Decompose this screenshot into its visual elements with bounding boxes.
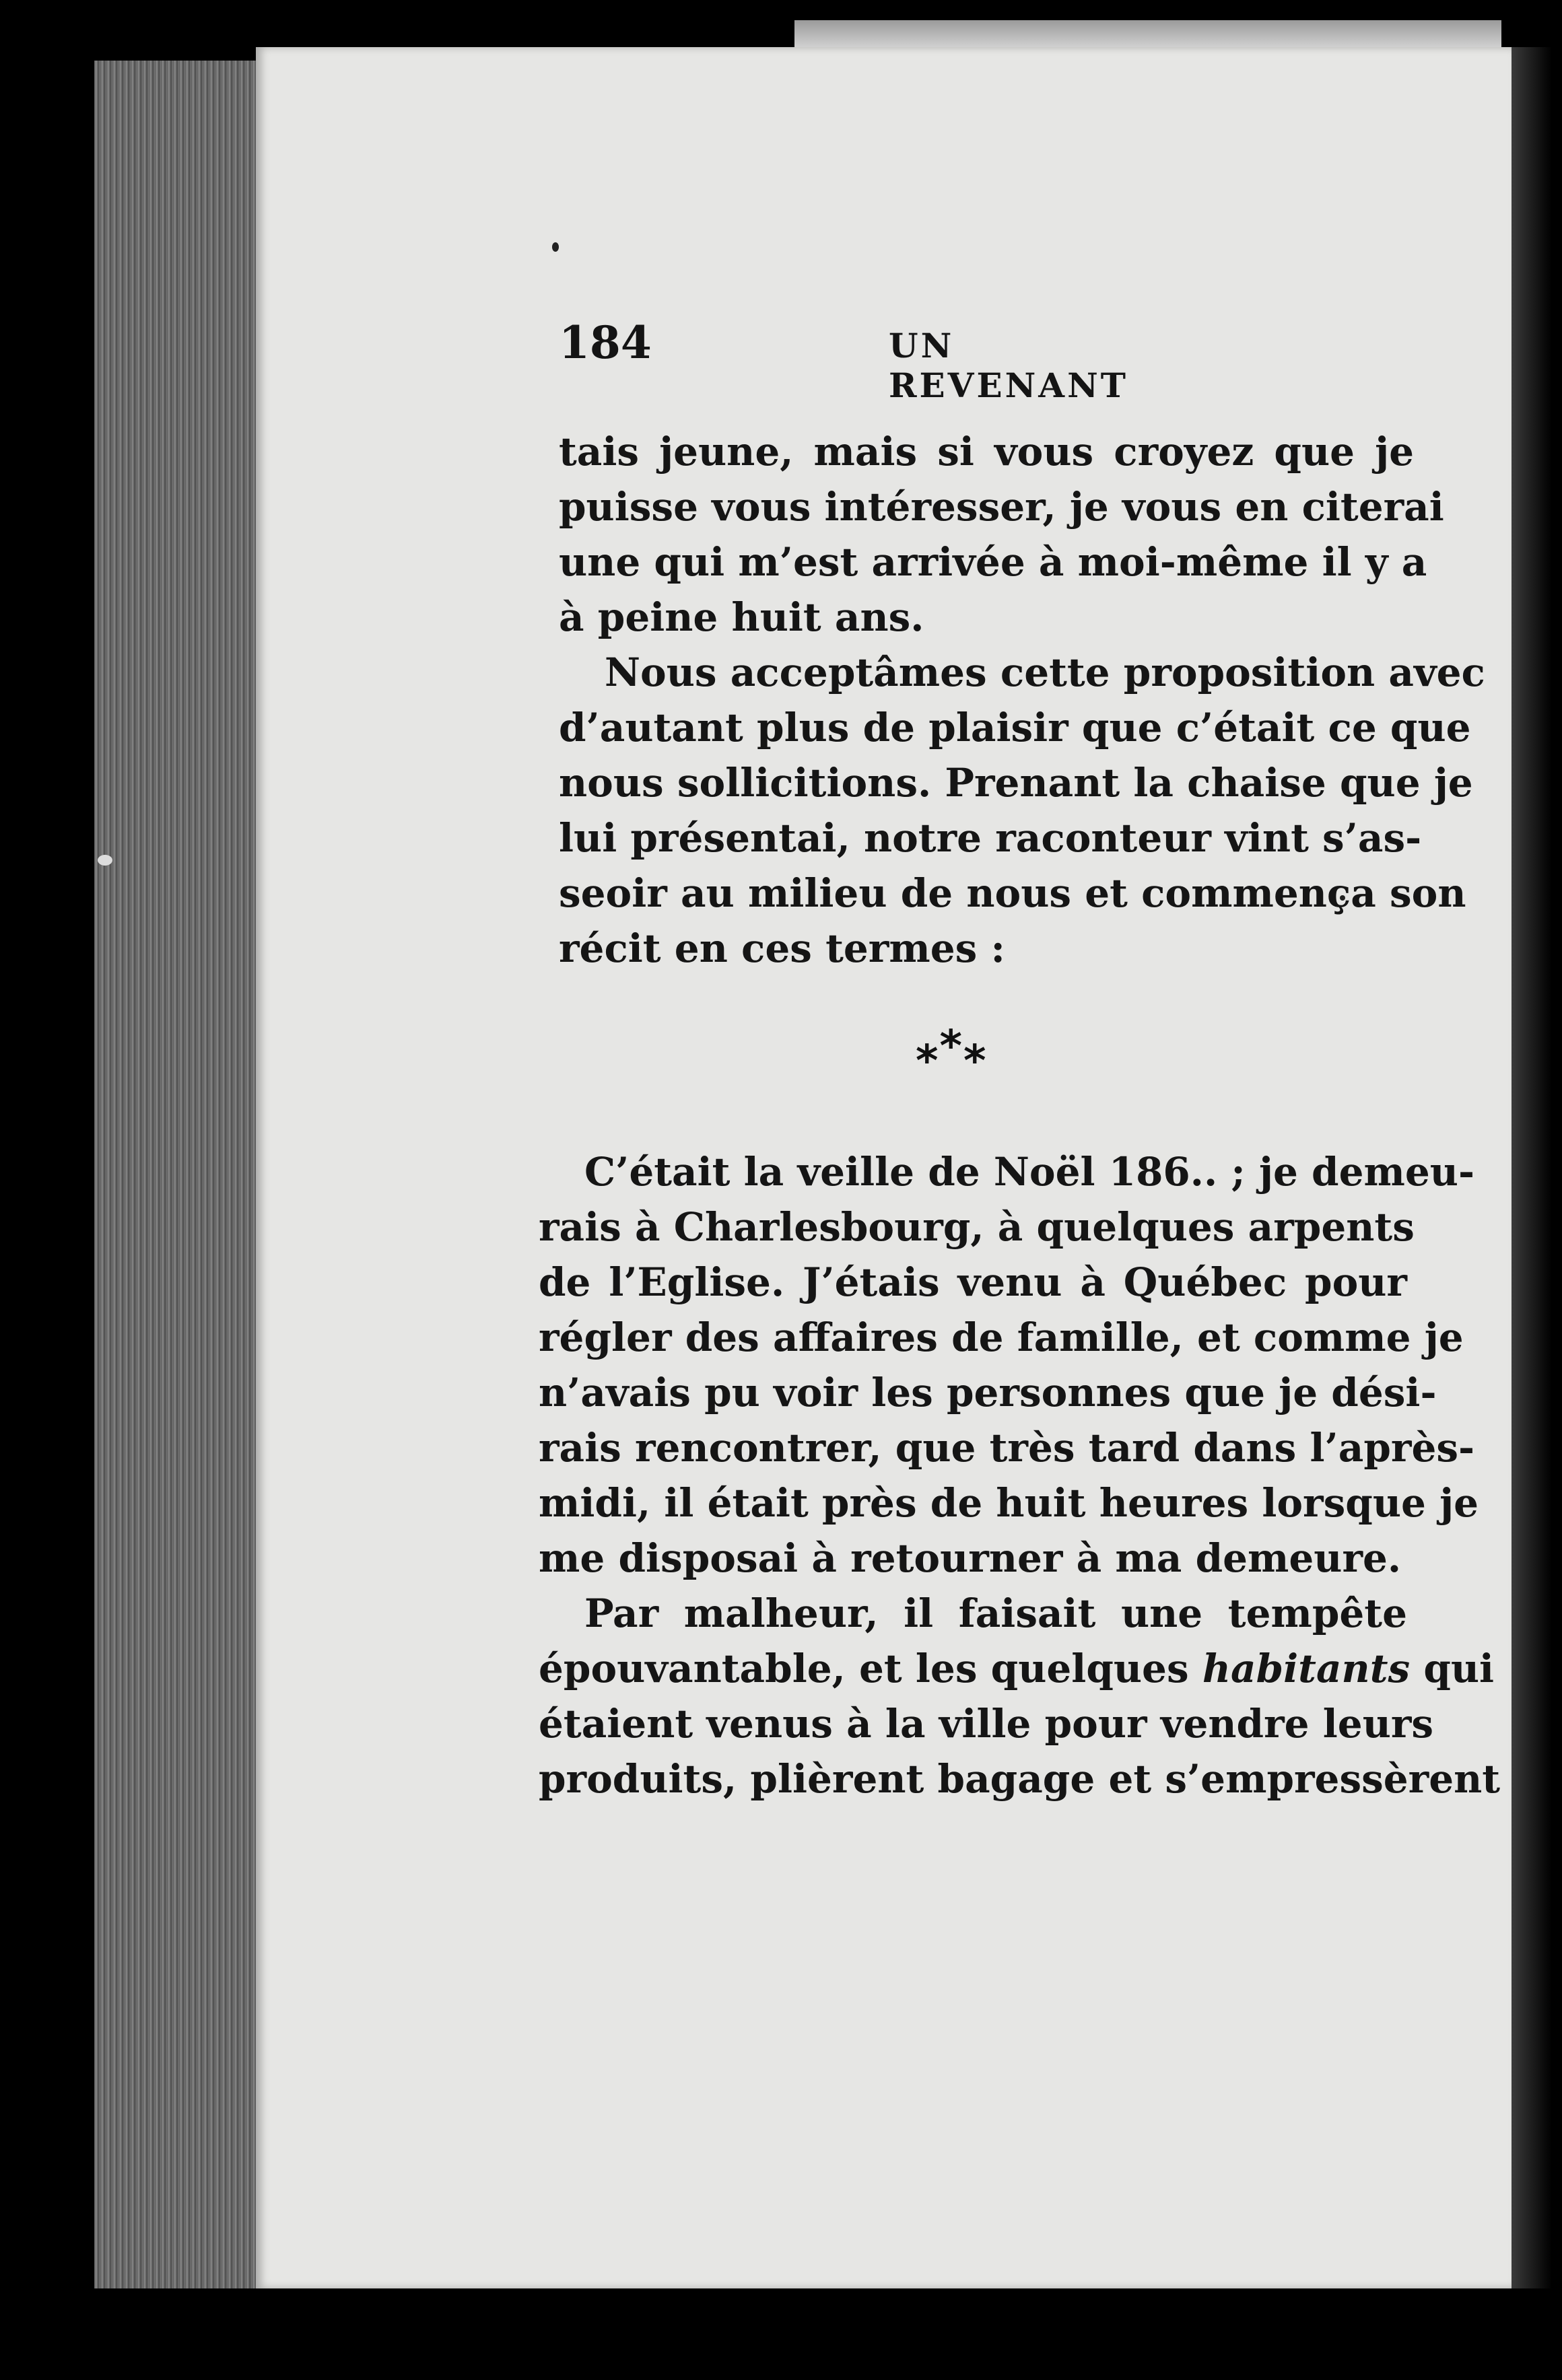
page-number: 184	[559, 316, 652, 369]
text-line: une qui m’est arrivée à moi-même il y a	[559, 539, 1427, 585]
text-line: récit en ces termes :	[559, 925, 1005, 971]
text-line: produits, plièrent bagage et s’empressèrent	[539, 1756, 1501, 1802]
text-line: n’avais pu voir les personnes que je dési-	[539, 1370, 1437, 1415]
running-head: UN REVENANT	[889, 326, 1128, 405]
text-line: régler des affaires de famille, et comme je	[539, 1315, 1464, 1360]
text-line: midi, il était près de huit heures lorsque je	[539, 1480, 1479, 1526]
section-separator-asterism	[916, 1022, 1050, 1086]
text-fragment: épouvantable, et les quelques	[539, 1646, 1202, 1691]
text-line: C’était la veille de Noël 186.. ; je demeu-	[584, 1149, 1475, 1195]
text-block-lower	[539, 1144, 1501, 1807]
text-line: de l’Eglise. J’étais venu à Québec pour	[539, 1259, 1407, 1305]
text-line: puisse vous intéresser, je vous en citerai	[559, 484, 1444, 530]
text-line: à peine huit ans.	[559, 594, 924, 640]
text-line: étaient venus à la ville pour vendre leurs	[539, 1701, 1434, 1747]
text-line: me disposai à retourner à ma demeure.	[539, 1535, 1402, 1581]
text-line: Nous acceptâmes cette proposition avec	[605, 650, 1485, 695]
book-top-edge	[794, 20, 1501, 47]
text-line	[539, 1641, 1495, 1696]
text-line: lui présentai, notre raconteur vint s’as-	[559, 815, 1422, 861]
text-fragment: qui	[1410, 1646, 1495, 1691]
paragraph	[539, 1144, 1479, 1586]
text-line: nous sollicitions. Prenant la chaise que je	[559, 760, 1473, 806]
text-line: seoir au milieu de nous et commença son	[559, 870, 1466, 916]
italic-word: habitants	[1202, 1646, 1411, 1691]
asterisk-right: *	[963, 1037, 988, 1086]
book-page-edges	[94, 61, 269, 2288]
page-header	[303, 316, 1205, 405]
text-line: rais rencontrer, que très tard dans l’après-	[539, 1425, 1475, 1471]
text-line: tais jeune, mais si vous croyez que je	[559, 429, 1414, 475]
text-block-upper	[559, 424, 1485, 976]
paragraph	[539, 1586, 1501, 1807]
paper-speck	[98, 855, 112, 866]
paragraph	[559, 645, 1485, 976]
page-right-shadow	[1512, 47, 1552, 2288]
asterisk-middle: *	[939, 1022, 963, 1072]
paper-speck	[552, 242, 559, 252]
paragraph	[559, 424, 1444, 645]
text-line: rais à Charlesbourg, à quelques arpents	[539, 1204, 1415, 1250]
asterisk-left: *	[916, 1037, 940, 1086]
text-line: Par malheur, il faisait une tempête	[584, 1590, 1407, 1636]
text-line: d’autant plus de plaisir que c’était ce que	[559, 705, 1471, 750]
